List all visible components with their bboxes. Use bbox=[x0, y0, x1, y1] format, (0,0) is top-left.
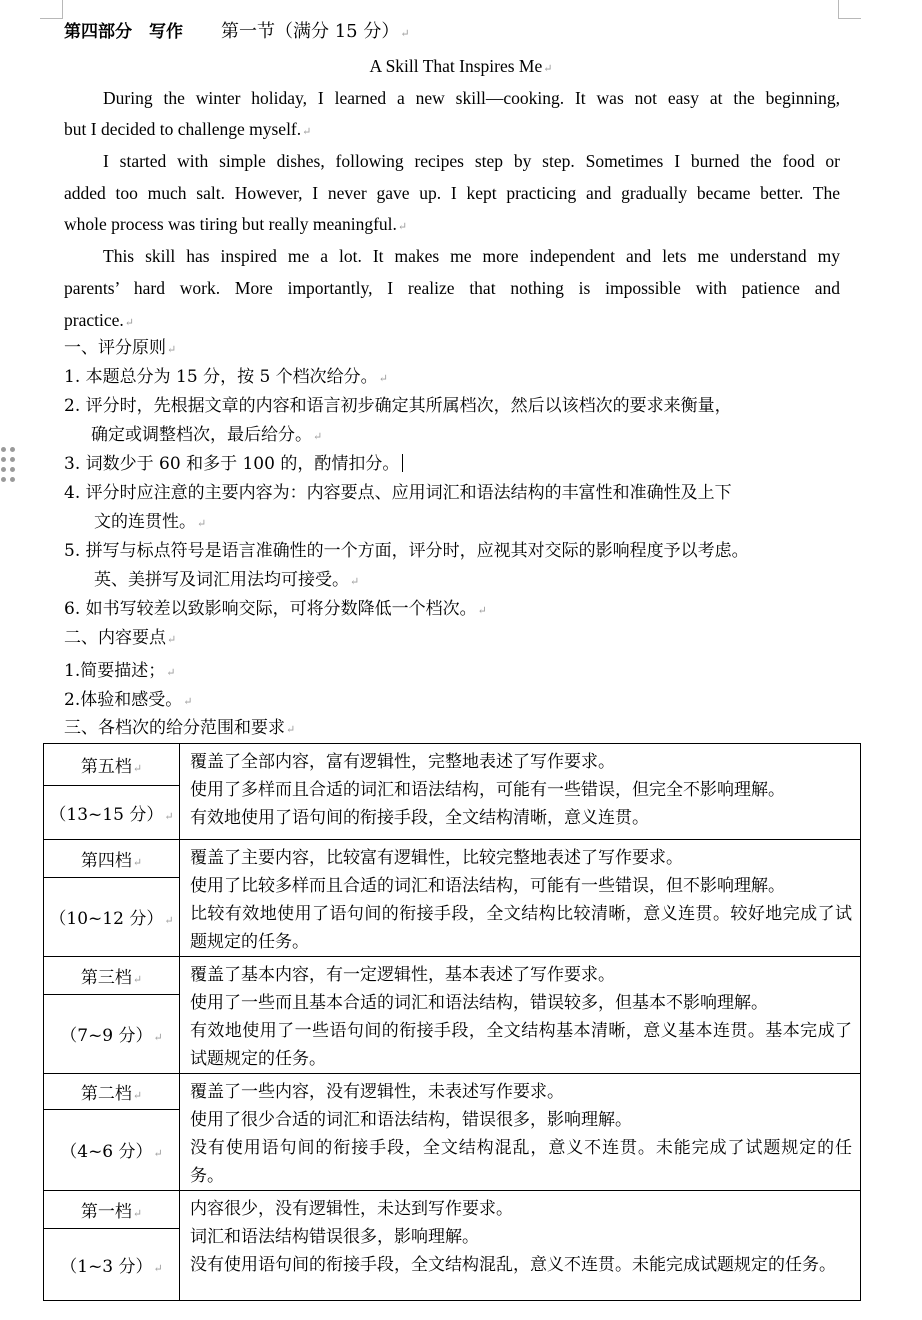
essay-line: practice. bbox=[64, 310, 124, 330]
essay-line: During the winter holiday, I learned a new skill—cooking. It was not easy at the beginning, bbox=[103, 88, 840, 108]
grade-name: 第二档 bbox=[80, 1083, 132, 1104]
principle-item-continued: 英、美拼写及词汇用法均可接受。 bbox=[94, 570, 349, 590]
grade-description bbox=[180, 840, 861, 957]
grade-name: 第一档 bbox=[80, 1202, 132, 1222]
grade-criterion: 使用了多样而且合适的词汇和语法结构，可能有一些错误，但完全不影响理解。 bbox=[190, 780, 785, 800]
grade-criterion: 比较有效地使用了语句间的衔接手段，全文结构比较清晰，意义连贯。较好地完成了试题规定的任务。 bbox=[190, 904, 852, 952]
essay-line: I started with simple dishes, following recipes step by step. Sometimes I burned the food or bbox=[103, 151, 840, 171]
content-points-heading: 二、内容要点 bbox=[64, 628, 166, 648]
grades-heading: 三、各档次的给分范围和要求 bbox=[64, 718, 285, 738]
grade-criterion: 使用了比较多样而且合适的词汇和语法结构，可能有一些错误，但不影响理解。 bbox=[190, 876, 785, 896]
essay-line: parents’ hard work. More importantly, I realize that nothing is impossible with patience and bbox=[64, 278, 840, 298]
text-cursor bbox=[402, 454, 403, 472]
grade-range: （4~6 分） bbox=[60, 1142, 153, 1163]
essay-line: whole process was tiring but really meaningful. bbox=[64, 214, 397, 234]
grade-criterion: 覆盖了主要内容，比较富有逻辑性，比较完整地表述了写作要求。 bbox=[190, 848, 683, 868]
grade-criterion: 使用了很少合适的词汇和语法结构，错误很多，影响理解。 bbox=[190, 1110, 632, 1130]
part-title: 第四部分 写作 bbox=[64, 22, 183, 42]
page-corner-mark-left bbox=[40, 0, 63, 19]
grade-criterion: 没有使用语句间的衔接手段，全文结构混乱，意义不连贯。未能完成试题规定的任务。 bbox=[190, 1255, 836, 1275]
principles-heading: 一、评分原则 bbox=[64, 338, 166, 358]
grade-name: 第三档 bbox=[80, 967, 132, 988]
principle-item: 5. 拼写与标点符号是语言准确性的一个方面，评分时，应视其对交际的影响程度予以考虑。 bbox=[64, 541, 749, 561]
principle-item: 4. 评分时应注意的主要内容为：内容要点、应用词汇和语法结构的丰富性和准确性及上下 bbox=[64, 483, 732, 503]
grade-criterion: 内容很少，没有逻辑性，未达到写作要求。 bbox=[190, 1199, 513, 1219]
principle-item: 1. 本题总分为 15 分，按 5 个档次给分。 bbox=[64, 367, 378, 387]
essay-line: but I decided to challenge myself. bbox=[64, 119, 302, 139]
essay-title: A Skill That Inspires Me bbox=[369, 56, 543, 76]
grade-range: （10~12 分） bbox=[49, 909, 164, 930]
grade-criterion: 有效地使用了语句间的衔接手段，全文结构清晰，意义连贯。 bbox=[190, 808, 649, 828]
grade-criterion: 覆盖了一些内容，没有逻辑性，未表述写作要求。 bbox=[190, 1082, 564, 1102]
section-header: 第四部分 写作 第一节（满分 15 分）↵ bbox=[64, 21, 410, 42]
essay-line: added too much salt. However, I never gave up. I kept practicing and gradually became better. The bbox=[64, 183, 840, 203]
grade-criterion: 覆盖了基本内容，有一定逻辑性，基本表述了写作要求。 bbox=[190, 965, 615, 985]
grade-criterion: 词汇和语法结构错误很多，影响理解。 bbox=[190, 1227, 479, 1247]
grade-description bbox=[180, 1191, 861, 1301]
grading-table: 第五档↵ 覆盖了全部内容，富有逻辑性，完整地表述了写作要求。 使用了多样而且合适的词汇和语法结构，可能有一些错误，但完全不影响理解。 有效地使用了语句间的衔接手段，全文结构清晰，意义连贯。 （13~15 分）↵ 第四档↵ 覆盖了主要内容，比较富有逻辑性，比较完整地表述了写作要求。 使用了比较多样而且合适的词汇和语法结构，可能有一些错误，但不影响理解。 比较有效地使用了语句间的衔接手段，全文结构比较清晰，意义连贯。较好地完成了试题规定的任务。 （10~12 分）↵ 第三档↵ 覆盖了基本内容，有一定逻辑性，基本表述了写作要求。 使用了一些而且基本合适的词汇和语法结构，错误较多，但基本不影响理解。 有效地使用了一些语句间的衔接手段，全文结构基本清晰，意义基本连贯。基本完成了试题规定的任务。 （7~9 分）↵ 第二档↵ 覆盖了一些内容，没有逻辑性，未表述写作要求。 使用了很少合适的词汇和语法结构，错误很多，影响理解。 没有使用语句间的衔接手段，全文结构混乱，意义不连贯。未能完成了试题规定的任务。 （4~6 分）↵ 第一档↵ 内容很少，没有逻辑性，未达到写作要求。 词汇和语法结构错误很多，影响理解。 没有使用语句间的衔接手段，全文结构混乱，意义不连贯。未能完成试题规定的任务。 （1~3 分）↵ bbox=[43, 743, 861, 1301]
grade-criterion: 覆盖了全部内容，富有逻辑性，完整地表述了写作要求。 bbox=[190, 752, 615, 772]
grade-description bbox=[180, 744, 861, 840]
grade-description bbox=[180, 1074, 861, 1191]
grade-name: 第四档 bbox=[80, 850, 132, 871]
page-corner-mark-right bbox=[838, 0, 861, 19]
grade-range: （1~3 分） bbox=[60, 1257, 153, 1277]
grade-criterion: 有效地使用了一些语句间的衔接手段，全文结构基本清晰，意义基本连贯。基本完成了试题规定的任务。 bbox=[190, 1021, 852, 1069]
grade-range: （7~9 分） bbox=[60, 1026, 153, 1047]
principle-item: 2. 评分时，先根据文章的内容和语言初步确定其所属档次，然后以该档次的要求来衡量， bbox=[64, 396, 732, 416]
section-subtitle: 第一节（满分 15 分） bbox=[221, 21, 400, 42]
content-point-item: 1.简要描述； bbox=[64, 661, 166, 681]
principle-item: 3. 词数少于 60 和多于 100 的，酌情扣分。 bbox=[64, 454, 400, 474]
grade-description bbox=[180, 957, 861, 1074]
essay-line: This skill has inspired me a lot. It makes me more independent and lets me understand my bbox=[103, 246, 840, 266]
drag-handle-icon[interactable] bbox=[0, 447, 18, 481]
grade-name: 第五档 bbox=[80, 757, 132, 777]
principle-item-continued: 文的连贯性。 bbox=[94, 512, 196, 532]
content-point-item: 2.体验和感受。 bbox=[64, 690, 183, 710]
grade-criterion: 使用了一些而且基本合适的词汇和语法结构，错误较多，但基本不影响理解。 bbox=[190, 993, 768, 1013]
principle-item: 6. 如书写较差以致影响交际，可将分数降低一个档次。 bbox=[64, 599, 477, 619]
principle-item-continued: 确定或调整档次，最后给分。 bbox=[91, 425, 312, 445]
grade-range: （13~15 分） bbox=[49, 805, 164, 825]
grade-criterion: 没有使用语句间的衔接手段，全文结构混乱，意义不连贯。未能完成了试题规定的任务。 bbox=[190, 1138, 852, 1186]
